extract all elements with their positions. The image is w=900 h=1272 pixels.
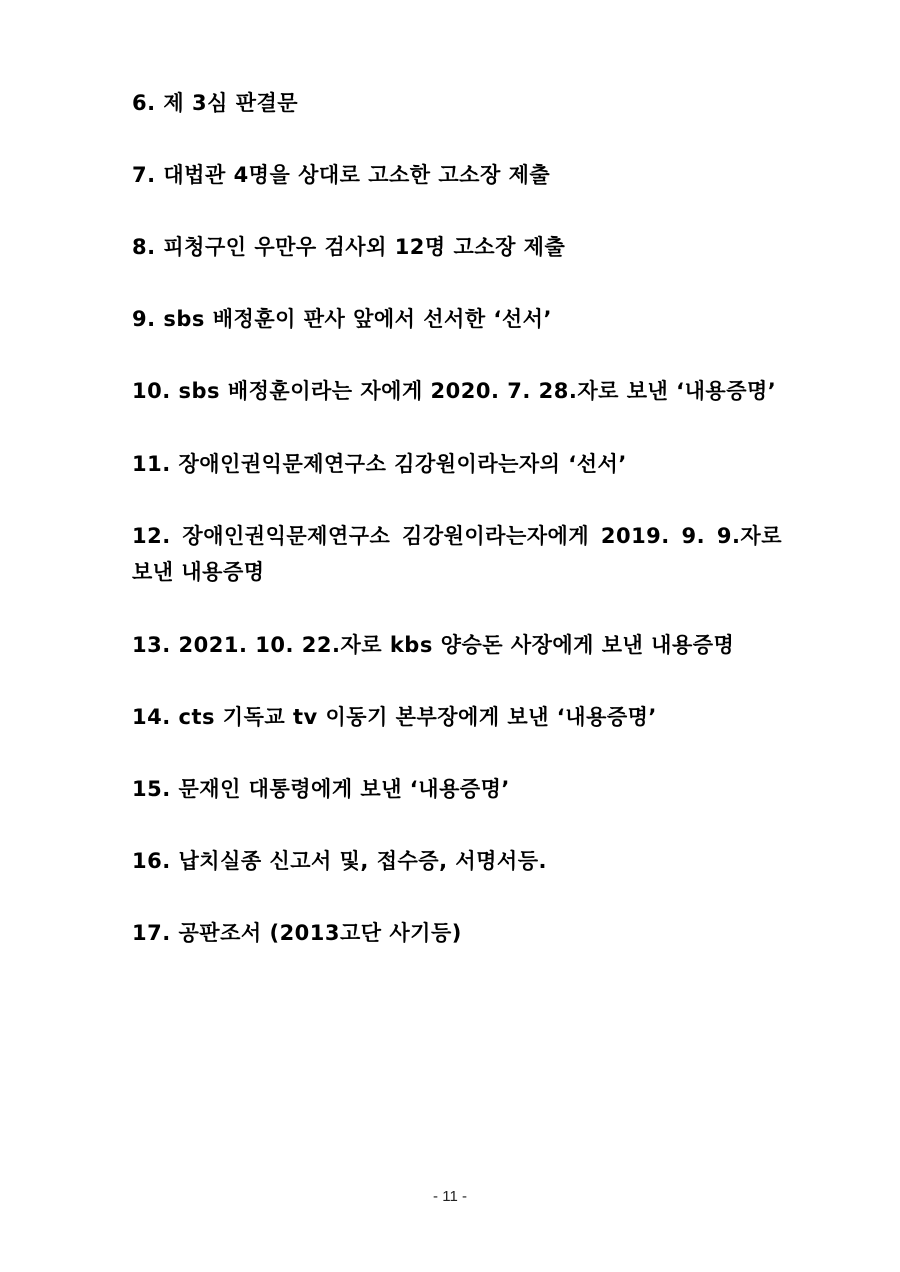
list-item: 11. 장애인권익문제연구소 김강원이라는자의 ‘선서’ (132, 452, 627, 476)
evidence-list (132, 85, 782, 987)
list-item: 13. 2021. 10. 22.자로 kbs 양승돈 사장에게 보낸 내용증명 (132, 633, 735, 657)
list-item: 12. 장애인권익문제연구소 김강원이라는자에게 2019. 9. 9.자로 보낸 내용증명 (132, 524, 782, 584)
list-item: 9. sbs 배정훈이 판사 앞에서 선서한 ‘선서’ (132, 307, 552, 331)
list-item: 15. 문재인 대통령에게 보낸 ‘내용증명’ (132, 777, 510, 801)
list-item: 7. 대법관 4명을 상대로 고소한 고소장 제출 (132, 163, 551, 187)
list-item: 16. 납치실종 신고서 및, 접수증, 서명서등. (132, 849, 547, 873)
list-item: 14. cts 기독교 tv 이동기 본부장에게 보낸 ‘내용증명’ (132, 705, 657, 729)
page-number: - 11 - (433, 1188, 467, 1205)
list-item: 6. 제 3심 판결문 (132, 91, 299, 115)
list-item: 10. sbs 배정훈이라는 자에게 2020. 7. 28.자로 보낸 ‘내용증명’ (132, 379, 777, 403)
list-item: 17. 공판조서 (2013고단 사기등) (132, 921, 462, 945)
list-item: 8. 피청구인 우만우 검사외 12명 고소장 제출 (132, 235, 566, 259)
